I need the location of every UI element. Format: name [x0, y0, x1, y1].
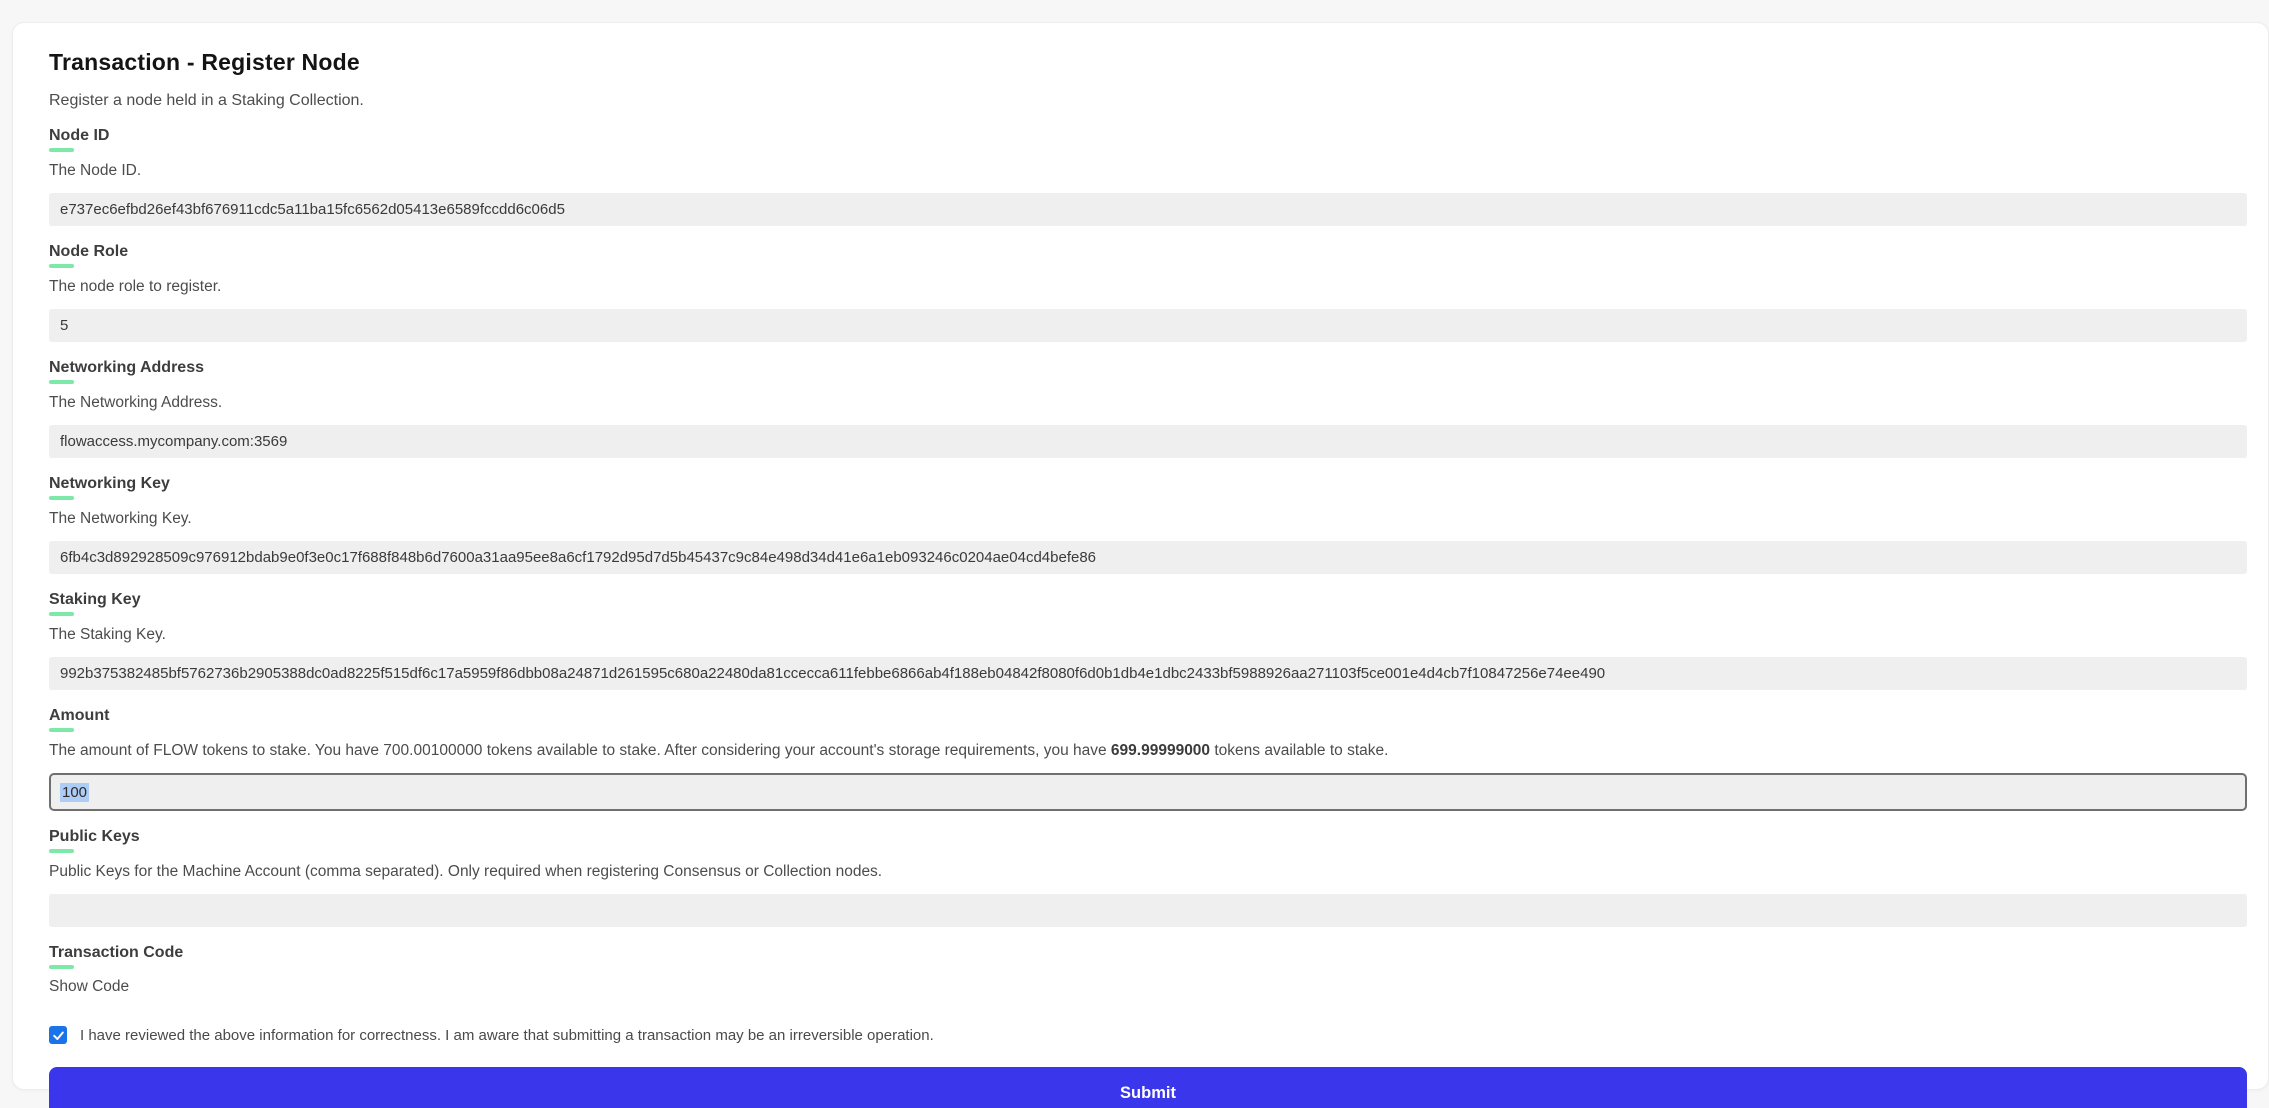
label-accent-underline [49, 148, 74, 152]
networking-key-label: Networking Key [49, 475, 170, 492]
amount-description-pre: The amount of FLOW tokens to stake. You have 700.00100000 tokens available to stake. After considering your account's storage requirements, you have [49, 742, 1111, 759]
staking-key-input[interactable] [49, 657, 2247, 690]
page-title: Transaction - Register Node [49, 49, 360, 75]
field-node-id [49, 127, 2247, 226]
confirmation-row [49, 1026, 2247, 1044]
field-node-role [49, 243, 2247, 342]
public-keys-description: Public Keys for the Machine Account (comma separated). Only required when registering Consensus or Collection nodes. [49, 863, 883, 880]
field-networking-address [49, 359, 2247, 458]
show-code-toggle[interactable]: Show Code [49, 978, 130, 995]
node-role-label: Node Role [49, 243, 129, 260]
networking-address-input[interactable] [49, 425, 2247, 458]
node-id-description: The Node ID. [49, 162, 142, 179]
node-role-description: The node role to register. [49, 278, 222, 295]
label-accent-underline [49, 496, 74, 500]
confirmation-label: I have reviewed the above information for correctness. I am aware that submitting a transaction may be an irreversible operation. [80, 1026, 934, 1044]
submit-button[interactable]: Submit [49, 1067, 2247, 1108]
staking-key-label: Staking Key [49, 591, 141, 608]
amount-input[interactable] [49, 773, 2247, 811]
networking-key-description: The Networking Key. [49, 510, 192, 527]
amount-label: Amount [49, 707, 110, 724]
confirmation-checkbox[interactable] [49, 1026, 67, 1044]
field-amount [49, 707, 2247, 811]
amount-description-post: tokens available to stake. [1210, 742, 1389, 759]
label-accent-underline [49, 612, 74, 616]
public-keys-label: Public Keys [49, 828, 140, 845]
page-subtitle: Register a node held in a Staking Collection. [49, 92, 364, 109]
field-staking-key [49, 591, 2247, 690]
networking-address-label: Networking Address [49, 359, 204, 376]
field-networking-key [49, 475, 2247, 574]
networking-key-input[interactable] [49, 541, 2247, 574]
field-transaction-code [49, 944, 2247, 996]
staking-key-description: The Staking Key. [49, 626, 166, 643]
amount-selected-value: 100 [62, 783, 88, 801]
transaction-card [12, 22, 2269, 1102]
node-id-input[interactable] [49, 193, 2247, 226]
field-public-keys [49, 828, 2247, 927]
label-accent-underline [49, 264, 74, 268]
amount-description [49, 741, 2247, 761]
label-accent-underline [49, 728, 74, 732]
node-role-input[interactable] [49, 309, 2247, 342]
label-accent-underline [49, 849, 74, 853]
label-accent-underline [49, 965, 74, 969]
node-id-label: Node ID [49, 127, 110, 144]
checkmark-icon [52, 1029, 65, 1042]
amount-available-bold: 699.99999000 [1110, 742, 1211, 759]
networking-address-description: The Networking Address. [49, 394, 223, 411]
public-keys-input[interactable] [49, 894, 2247, 927]
label-accent-underline [49, 380, 74, 384]
transaction-code-label: Transaction Code [49, 944, 184, 961]
